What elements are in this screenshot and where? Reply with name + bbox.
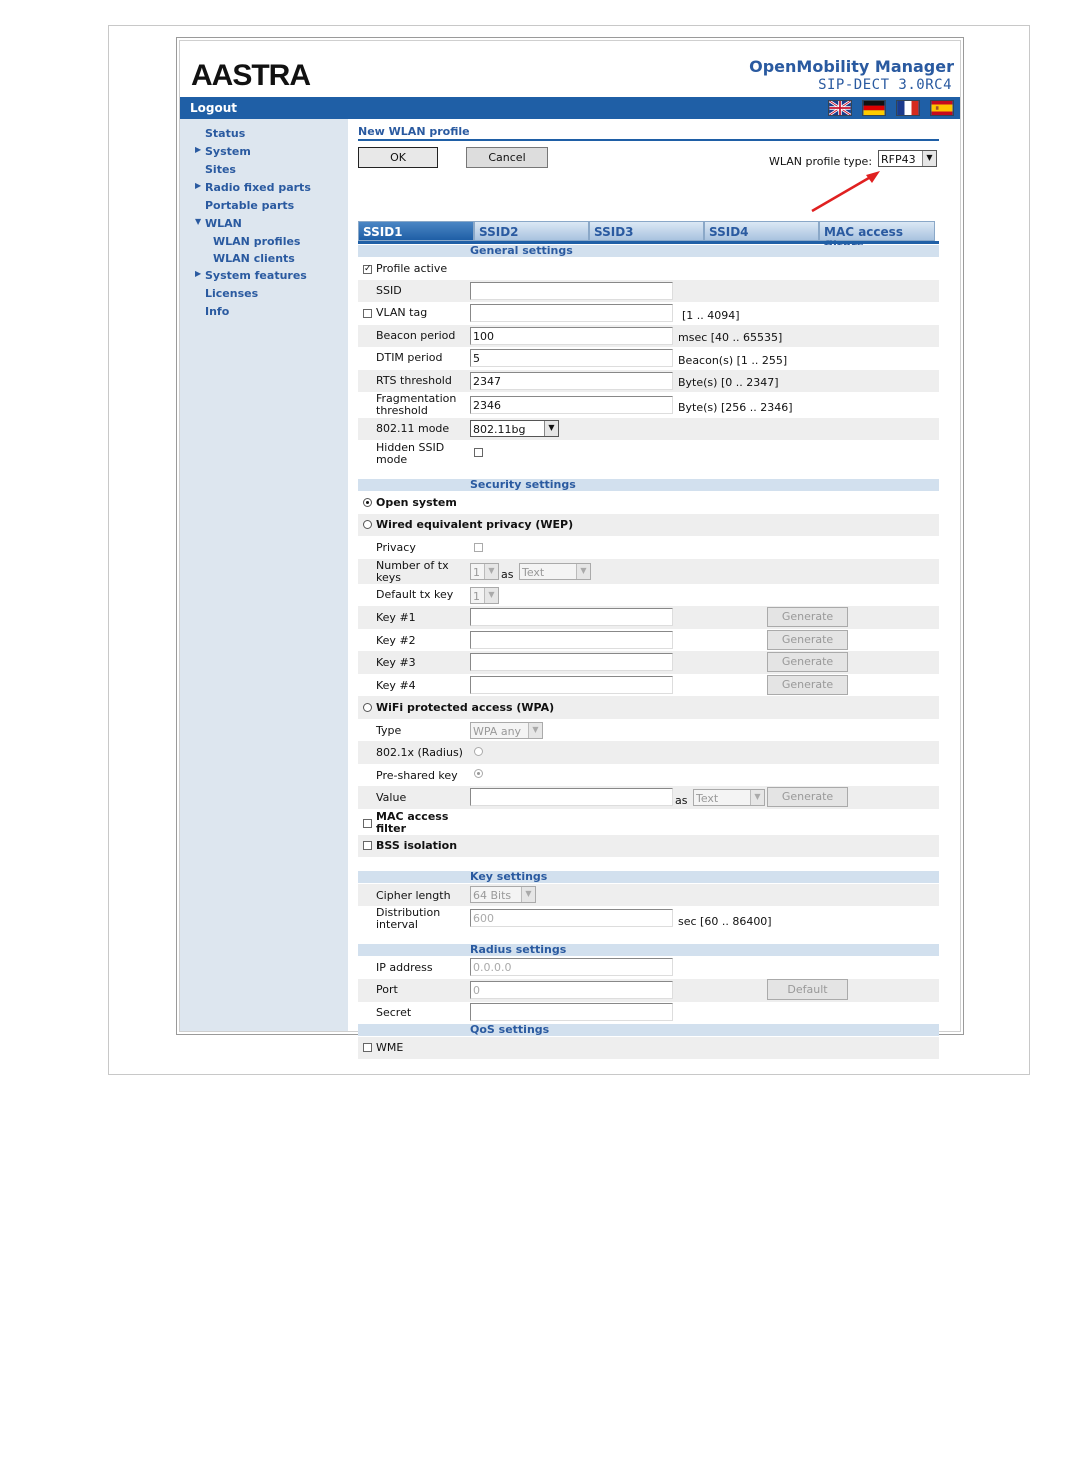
distribution-interval-input[interactable]: 600 <box>470 909 673 927</box>
privacy-checkbox[interactable] <box>474 543 483 552</box>
profile-type-label: WLAN profile type: <box>769 155 873 168</box>
radius-auth-radio[interactable] <box>474 747 483 756</box>
ssid-input[interactable] <box>470 282 673 300</box>
generate-key4-button[interactable]: Generate <box>767 675 848 695</box>
radius-port-input[interactable]: 0 <box>470 981 673 999</box>
mac-access-filter-checkbox[interactable] <box>363 819 372 828</box>
radius-secret-input[interactable] <box>470 1003 673 1021</box>
key3-row: Key #3 Generate <box>358 651 939 674</box>
key1-row: Key #1 Generate <box>358 606 939 629</box>
fragmentation-row: Fragmentation threshold 2346 Byte(s) [256 .. 2346] <box>376 392 793 417</box>
chevron-down-icon: ▼ <box>576 564 590 579</box>
title-divider <box>358 139 939 141</box>
privacy-row: Privacy <box>358 536 939 559</box>
tab-ssid4[interactable]: SSID4 <box>704 221 819 241</box>
radius-default-button[interactable]: Default <box>767 979 848 1000</box>
dtim-row: DTIM period 5 Beacon(s) [1 .. 255] <box>376 351 788 367</box>
psk-radio[interactable] <box>474 769 483 778</box>
vlan-tag-input[interactable] <box>470 304 673 322</box>
expand-right-icon: ▶ <box>195 181 202 190</box>
app-inner-border <box>179 40 961 1054</box>
ssid-tabs <box>358 221 939 241</box>
tx-keys-row: Number of tx keys 1 ▼ as Text ▼ <box>358 559 939 584</box>
profile-active-checkbox[interactable]: ✓ <box>364 264 372 274</box>
nav-item-sites[interactable]: Sites <box>205 163 236 176</box>
app-window <box>176 37 964 1054</box>
generate-key2-button[interactable]: Generate <box>767 630 848 650</box>
german-flag-icon[interactable] <box>862 100 886 116</box>
tabs-underline <box>358 241 939 244</box>
logout-link[interactable]: Logout <box>190 101 238 115</box>
cipher-length-select[interactable]: 64 Bits ▼ <box>470 886 536 903</box>
nav-item-portable-parts[interactable]: Portable parts <box>205 199 295 212</box>
psk-row: Pre-shared key <box>358 764 939 786</box>
general-settings-header: General settings <box>358 245 939 257</box>
top-bar <box>180 97 960 119</box>
key1-input[interactable] <box>470 608 673 626</box>
bss-isolation-checkbox[interactable] <box>363 841 372 850</box>
wep-row: Wired equivalent privacy (WEP) <box>358 514 939 536</box>
psk-format-select[interactable]: Text ▼ <box>693 789 765 806</box>
wlan-mode-select[interactable]: 802.11bg ▼ <box>470 420 559 437</box>
key2-row: Key #2 Generate <box>358 629 939 651</box>
spanish-flag-icon[interactable] <box>930 100 954 116</box>
aastra-logo <box>191 59 331 89</box>
radius-ip-input[interactable]: 0.0.0.0 <box>470 958 673 976</box>
beacon-period-input[interactable]: 100 <box>470 327 673 345</box>
psk-value-input[interactable] <box>470 788 673 806</box>
mac-filter-row: MAC access filter <box>358 809 939 835</box>
key4-input[interactable] <box>470 676 673 694</box>
generate-key3-button[interactable]: Generate <box>767 652 848 672</box>
wpa-type-row: Type WPA any ▼ <box>358 719 939 741</box>
wpa-row: WiFi protected access (WPA) <box>358 696 939 719</box>
nav-item-wlan-clients[interactable]: WLAN clients <box>213 252 295 265</box>
header <box>180 41 960 97</box>
tab-mac-access-filters[interactable]: MAC access <box>819 221 935 241</box>
key3-input[interactable] <box>470 653 673 671</box>
psk-value-row: Value as Text ▼ Generate <box>358 786 939 809</box>
key-settings-header: Key settings <box>358 871 939 883</box>
vlan-tag-checkbox[interactable] <box>363 309 372 318</box>
page-title: New WLAN profile <box>358 125 470 138</box>
wme-row: WME <box>358 1037 939 1059</box>
generate-psk-button[interactable]: Generate <box>767 787 848 807</box>
ssid-row: SSID <box>358 280 939 302</box>
qos-settings-header: QoS settings <box>358 1024 939 1036</box>
cancel-button[interactable]: Cancel <box>466 147 548 168</box>
tab-ssid1[interactable]: SSID1 <box>358 221 474 241</box>
annotation-arrow-icon <box>808 167 888 215</box>
chevron-down-icon: ▼ <box>484 588 498 603</box>
bss-isolation-row: BSS isolation <box>358 835 939 857</box>
default-tx-key-row: Default tx key 1 ▼ <box>358 584 939 606</box>
expand-right-icon: ▶ <box>195 269 202 278</box>
nav-item-wlan-profiles[interactable]: WLAN profiles <box>213 235 301 248</box>
radius-port-row: Port 0 Default <box>358 979 939 1002</box>
beacon-row: Beacon period 100 msec [40 .. 65535] <box>358 325 939 347</box>
tab-ssid2[interactable]: SSID2 <box>474 221 589 241</box>
chevron-down-icon: ▼ <box>544 421 558 436</box>
language-flags <box>828 100 954 116</box>
dtim-period-input[interactable]: 5 <box>470 349 673 367</box>
tab-ssid3[interactable]: SSID3 <box>589 221 704 241</box>
nav-item-system[interactable]: ▶ System <box>195 145 251 158</box>
wep-radio[interactable] <box>363 520 372 529</box>
vlan-row: VLAN tag [1 .. 4094] <box>358 302 939 325</box>
open-system-radio[interactable] <box>363 498 372 507</box>
distribution-interval-row: Distribution interval 600 sec [60 .. 86400] <box>376 906 772 931</box>
chevron-down-icon: ▼ <box>521 887 535 902</box>
nav-item-radio-fixed-parts[interactable]: ▶ Radio fixed parts <box>195 181 311 194</box>
french-flag-icon[interactable] <box>896 100 920 116</box>
nav-item-system-features[interactable]: ▶ System features <box>195 269 307 282</box>
nav-item-status[interactable]: Status <box>205 127 246 140</box>
tx-keys-count-select[interactable]: 1 ▼ <box>470 563 499 580</box>
uk-flag-icon[interactable] <box>828 100 852 116</box>
app-version: SIP-DECT 3.0RC4 <box>818 77 952 93</box>
radius-auth-row: 802.1x (Radius) <box>358 741 939 764</box>
wpa-radio[interactable] <box>363 703 372 712</box>
nav-menu <box>180 125 348 321</box>
chevron-down-icon: ▼ <box>528 723 542 738</box>
expand-down-icon: ▼ <box>195 217 202 226</box>
radius-settings-header: Radius settings <box>358 944 939 956</box>
cipher-length-row: Cipher length 64 Bits ▼ <box>358 884 939 906</box>
app-title: OpenMobility Manager <box>749 57 954 76</box>
chevron-down-icon: ▼ <box>922 151 936 166</box>
rts-row: RTS threshold 2347 Byte(s) [0 .. 2347] <box>358 370 939 392</box>
radius-secret-row: Secret <box>358 1002 939 1024</box>
default-tx-key-select[interactable]: 1 ▼ <box>470 587 499 604</box>
generate-key1-button[interactable]: Generate <box>767 607 848 627</box>
mode-row: 802.11 mode 802.11bg ▼ <box>358 418 939 440</box>
expand-right-icon: ▶ <box>195 145 202 154</box>
hidden-ssid-checkbox[interactable] <box>474 448 483 457</box>
tx-keys-format-select[interactable]: Text ▼ <box>519 563 591 580</box>
key4-row: Key #4 Generate <box>358 674 939 696</box>
fragmentation-threshold-input[interactable]: 2346 <box>470 396 673 414</box>
wpa-type-select[interactable]: WPA any ▼ <box>470 722 543 739</box>
svg-text:AASTRA: AASTRA <box>191 59 310 89</box>
sidebar <box>180 119 348 1031</box>
nav-item-licenses[interactable]: Licenses <box>205 287 259 300</box>
security-settings-header: Security settings <box>358 479 939 491</box>
chevron-down-icon: ▼ <box>484 564 498 579</box>
profile-active-row: ✓ Profile active <box>364 262 448 275</box>
nav-item-info[interactable]: Info <box>205 305 230 318</box>
radius-ip-row: IP address 0.0.0.0 <box>358 957 939 979</box>
open-system-row: Open system <box>358 492 939 514</box>
wme-checkbox[interactable] <box>363 1043 372 1052</box>
nav-item-wlan[interactable]: ▼ WLAN <box>195 217 242 230</box>
rts-threshold-input[interactable]: 2347 <box>470 372 673 390</box>
chevron-down-icon: ▼ <box>750 790 764 805</box>
profile-type-select[interactable]: RFP43 ▼ <box>878 150 937 167</box>
hidden-ssid-row: Hidden SSID mode <box>358 440 939 468</box>
ok-button[interactable]: OK <box>358 147 438 168</box>
key2-input[interactable] <box>470 631 673 649</box>
